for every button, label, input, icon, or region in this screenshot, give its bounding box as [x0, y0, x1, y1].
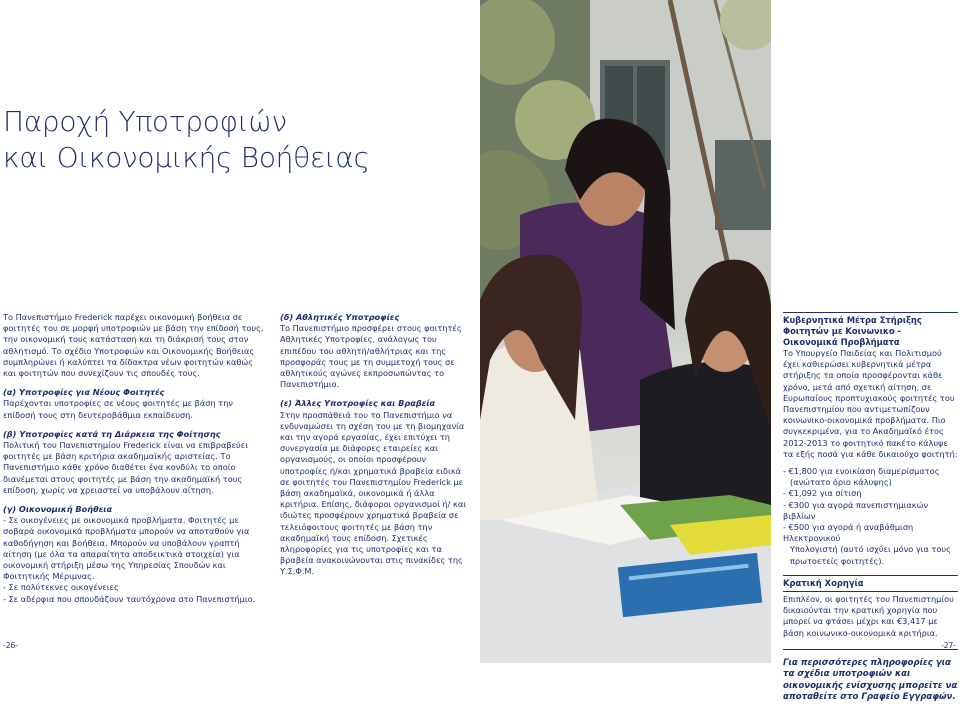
intro-paragraph: Το Πανεπιστήμιο Frederick παρέχει οικονομική βοήθεια σε φοιτητές του σε μορφή υποτροφιών με βάση την επίδοσή τους, την οικονομική τους κατάσταση και τη διάκρισή τους στον αθλητισμό. Το σχέδιο Υποτροφιών και Οικονομικής Βοήθειας συμπληρώνει ή καλύπτει τα δίδακτρα νέων φοιτητών καθώς και φοιτητών που συνεχίζουν τις σπουδές τους.	[3, 312, 264, 379]
section-e-text: Στην προσπάθειά του το Πανεπιστήμιο να ενδυναμώσει τη σχέση του με τη βιομηχανία και την αγορά εργασίας, έχει επιτύχει τη συνεργασία με διάφορες εταιρείες και οργανισμούς, οι οποίοι προσφέρουν υποτροφίες ή/και χρηματικά βραβεία ειδικά σε φοιτητές του Πανεπιστημίου Frederick με βάση ακαδημαϊκά, οικονομικά ή άλλα κριτήρια. Επίσης, διάφοροι οργανισμοί ή/ και ιδιώτες προσφέρουν χρηματικά βραβεία σε τελειόφοιτους φοιτητές με βάση την ακαδημαϊκή τους επίδοση. Σχετικές πληροφορίες για τις υποτροφίες και τα βραβεία ανακοινώνονται στις πινακίδες της Υ.Σ.Φ.Μ.	[280, 409, 467, 577]
sidebar-text-support: Το Υπουργείο Παιδείας και Πολιτισμού έχει καθιερώσει κυβερνητικά μέτρα στήριξης τα οποία προσφέρονται κάθε χρόνο, μετά από σχετική αίτηση, σε Ευρωπαίους προπτυχιακούς φοιτητές του Πανεπιστημίου που αντιμετωπίζουν κοινωνικο-οικονομικά προβλήματα. Πιο συγκεκριμένα, για το Ακαδημαϊκό έτος 2012-2013 το φοιτητικό πακέτο κάλυψε τα εξής ποσά για κάθε δικαιούχο φοιτητή:	[783, 348, 958, 459]
middle-column	[280, 312, 470, 586]
list-item: - €1,800 για ενοικίαση διαμερίσματος	[783, 466, 940, 477]
title-line-1: Παροχή Υποτροφιών	[3, 105, 287, 138]
left-column	[3, 312, 265, 605]
list-item: - €500 για αγορά ή αναβάθμιση Ηλεκτρονικού	[783, 522, 914, 544]
section-a-text: Παρέχονται υποτροφίες σε νέους φοιτητές με βάση την επίδοσή τους στη δευτεροβάθμια εκπαίδευση.	[3, 398, 233, 420]
list-item: - €1,092 για σίτιση	[783, 488, 862, 499]
list-item: - Σε πολύτεκνες οικογένειες	[3, 582, 119, 593]
sidebar-list	[783, 466, 958, 567]
section-b-text: Πολιτική του Πανεπιστημίου Frederick είναι να επιβραβεύει φοιτητές με βάση κριτήρια ακαδημαϊκής αριστείας. Το Πανεπιστήμιο κάθε χρόνο διαθέτει ένα κονδύλι το οποίο διανέμεται στους φοιτητές με βάση την ακαδημαϊκή τους επίδοση, χωρίς να χρειαστεί να υποβάλουν αίτηση.	[3, 440, 248, 495]
section-e-heading: (ε) Άλλες Υποτροφίες και Βραβεία	[280, 398, 436, 409]
section-d-heading: (δ) Αθλητικές Υποτροφίες	[280, 312, 400, 322]
title-line-2: και Οικονομικής Βοήθειας	[3, 141, 370, 174]
section-a-heading: (α) Υποτροφίες για Νέους Φοιτητές	[3, 387, 165, 398]
list-item: - €300 για αγορά πανεπιστημιακών βιβλίων	[783, 499, 929, 521]
list-item: πρωτοετείς φοιτητές).	[790, 555, 885, 566]
section-c-list	[3, 515, 265, 605]
sidebar-text-grant: Επιπλέον, οι φοιτητές του Πανεπιστημίου δικαιούνται την κρατική χορηγία που μπορεί να φτάσει μέχρι και €3,417 με βάση κοινωνικο-οικονομικά κριτήρια.	[783, 594, 954, 638]
list-item: - Σε αδέρφια που σπουδάζουν ταυτόχρονα στο Πανεπιστήμιο.	[3, 593, 256, 604]
section-b-heading: (β) Υποτροφίες κατά τη Διάρκεια της Φοίτησης	[3, 428, 221, 439]
section-c-heading: (γ) Οικονομική Βοήθεια	[3, 504, 113, 515]
section-d-text: Το Πανεπιστήμιο προσφέρει στους φοιτητές Αθλητικές Υποτροφίες, ανάλογως του επιπέδου του αθλητή/αθλήτριας και της προσφοράς τους με τη συμμετοχή τους σε αθλητικούς αγώνες εκπροσωπώντας το Πανεπιστήμιο.	[280, 323, 462, 390]
sidebar-heading-grant: Κρατική Χορηγία	[783, 575, 958, 592]
sidebar-closing-note: Για περισσότερες πληροφορίες για τα σχέδια υποτροφιών και οικονομικής ενίσχυσης μπορείτε να αποταθείτε στο Γραφείο Εγγραφών.	[783, 657, 958, 703]
divider	[783, 649, 958, 650]
sidebar-heading-support: Κυβερνητικά Μέτρα Στήριξης Φοιτητών με Κοινωνικο - Οικονομικά Προβλήματα	[783, 312, 958, 348]
list-item: Υπολογιστή (αυτό ισχύει μόνο για τους	[790, 544, 951, 555]
page-number-left: -26-	[3, 641, 18, 650]
page-number-right: -27-	[941, 641, 956, 650]
students-photo	[480, 0, 771, 663]
photo-illustration	[480, 0, 771, 663]
list-item: - Σε οικογένειες με οικονομικά προβλήματα. Φοιτητές με σοβαρά οικονομικά προβλήματα μπορούν να αποταθούν για καθοδήγηση και βοήθεια. Μπορούν να υποβάλουν γραπτή αίτηση (με όλα τα απαραίτητα αποδεικτικά στοιχεία) για οικονομική στήριξη μέσω της Υπηρεσίας Σπουδών και Φοιτητικής Μέριμνας.	[3, 515, 250, 582]
sidebar	[783, 312, 958, 704]
page-title	[3, 104, 473, 176]
list-item: (ανώτατο όριο κάλυψης)	[790, 477, 892, 488]
left-page	[0, 0, 480, 663]
